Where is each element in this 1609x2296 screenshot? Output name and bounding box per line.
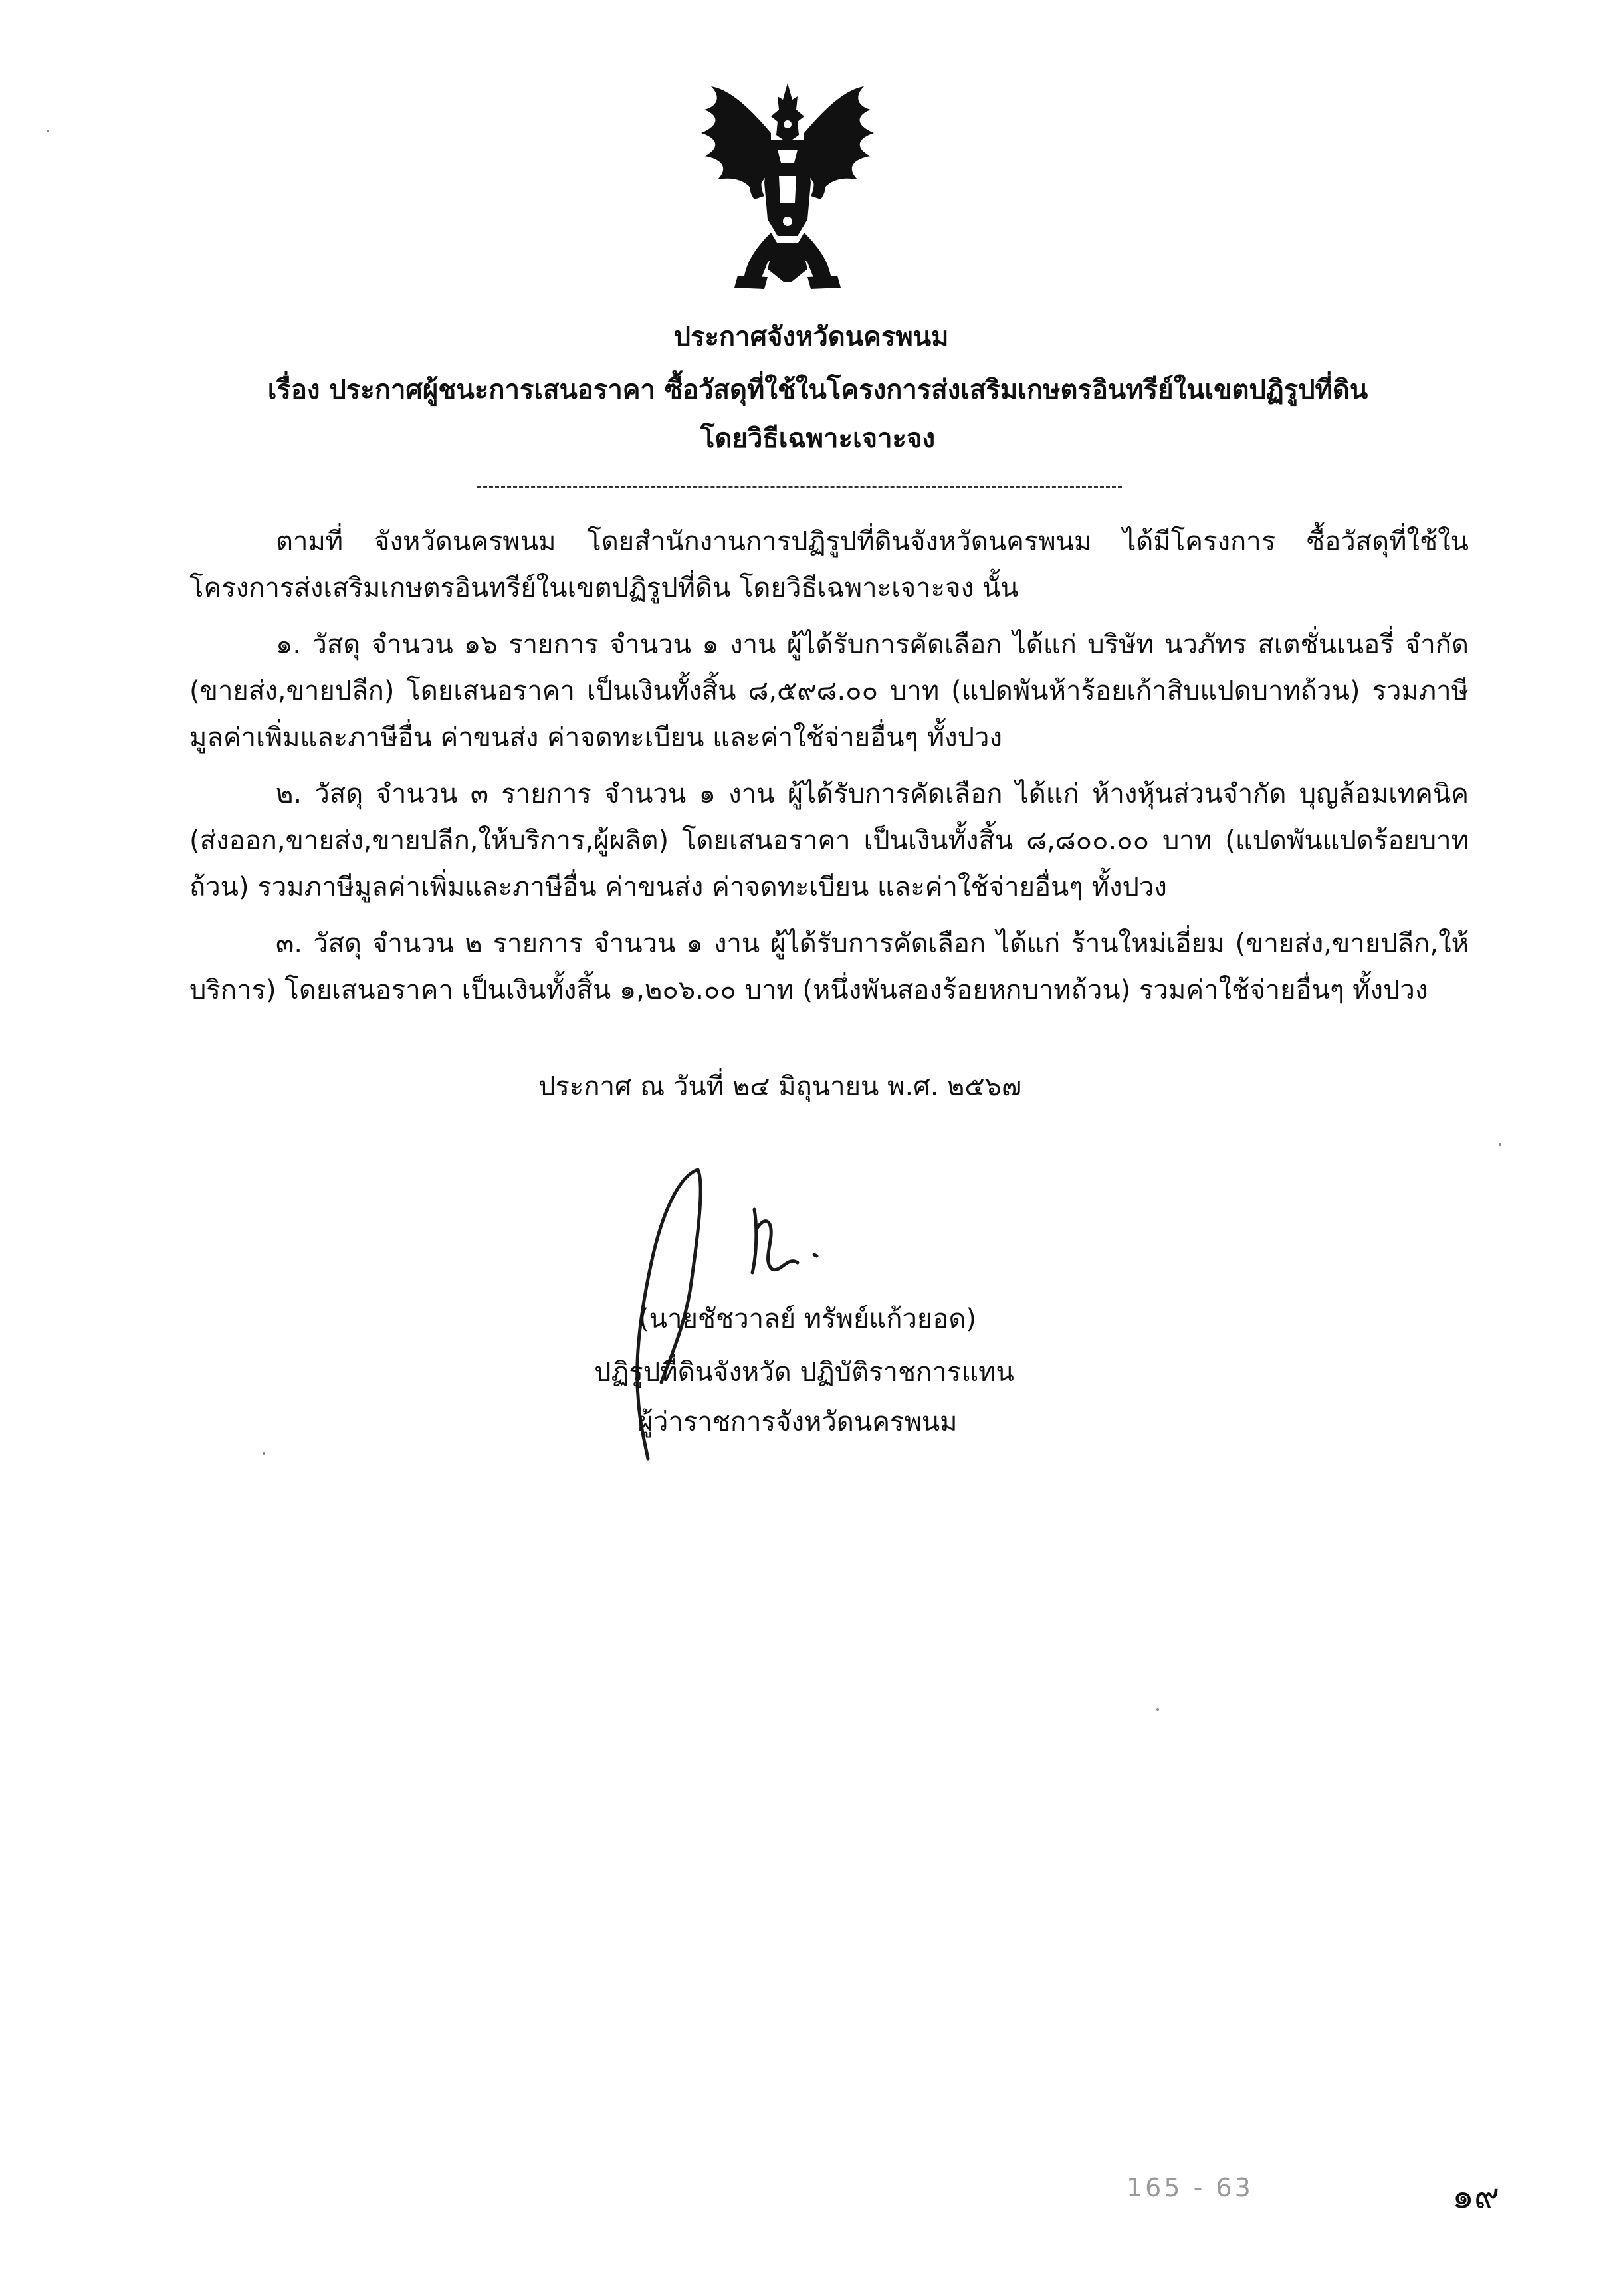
page-number: ๑๙ xyxy=(1452,2176,1500,2216)
award-item-2: ๒. วัสดุ จำนวน ๓ รายการ จำนวน ๑ งาน ผู้ได้รับการคัดเลือก ได้แก่ ห้างหุ้นส่วนจำกัด บุญล้อมเทคนิค (ส่งออก,ขายส่ง,ขายปลีก,ให้บริการ,ผู้ผลิต) โดยเสนอราคา เป็นเงินทั้งสิ้น ๘,๘๐๐.๐๐ บาท (แปดพันแปดร้อยบาทถ้วน) รวมภาษีมูลค่าเพิ่มและภาษีอื่น ค่าขนส่ง ค่าจดทะเบียน และค่าใช้จ่ายอื่นๆ ทั้งปวง xyxy=(189,779,1469,902)
signatory-position-2: ผู้ว่าราชการจังหวัดนครพนม xyxy=(637,1407,958,1437)
intro-paragraph: ตามที่ จังหวัดนครพนม โดยสำนักงานการปฏิรูปที่ดินจังหวัดนครพนม ได้มีโครงการ ซื้อวัสดุที่ใช้ในโครงการส่งเสริมเกษตรอินทรีย์ในเขตปฏิรูปที่ดิน โดยวิธีเฉพาะเจาะจง นั้น xyxy=(189,526,1469,603)
award-item-1: ๑. วัสดุ จำนวน ๑๖ รายการ จำนวน ๑ งาน ผู้ได้รับการคัดเลือก ได้แก่ บริษัท นวภัทร สเตชั่นเนอรี่ จำกัด (ขายส่ง,ขายปลีก) โดยเสนอราคา เป็นเงินทั้งสิ้น ๘,๕๙๘.๐๐ บาท (แปดพันห้าร้อยเก้าสิบแปดบาทถ้วน) รวมภาษีมูลค่าเพิ่มและภาษีอื่น ค่าขนส่ง ค่าจดทะเบียน และค่าใช้จ่ายอื่นๆ ทั้งปวง xyxy=(189,629,1469,753)
header-divider xyxy=(477,486,1122,488)
signatory-position-1: ปฏิรูปที่ดินจังหวัด ปฏิบัติราชการแทน xyxy=(594,1357,1014,1388)
announcement-title: ประกาศจังหวัดนครพนม xyxy=(673,322,949,352)
signatory-name: (นายชัชวาลย์ ทรัพย์แก้วยอด) xyxy=(639,1304,976,1334)
scan-speck xyxy=(263,1452,265,1455)
garuda-emblem-icon xyxy=(691,70,884,296)
pencil-note: 165 - 63 xyxy=(1126,2173,1253,2202)
announcement-method: โดยวิธีเฉพาะเจาะจง xyxy=(700,423,936,454)
scan-speck xyxy=(1156,1708,1159,1711)
announcement-date: ประกาศ ณ วันที่ ๒๔ มิถุนายน พ.ศ. ๒๕๖๗ xyxy=(538,1071,1022,1102)
scan-speck xyxy=(1499,1143,1501,1146)
announcement-subject: เรื่อง ประกาศผู้ชนะการเสนอราคา ซื้อวัสดุที่ใช้ในโครงการส่งเสริมเกษตรอินทรีย์ในเขตปฏิรูปที่ดิน xyxy=(267,375,1368,405)
award-item-3: ๓. วัสดุ จำนวน ๒ รายการ จำนวน ๑ งาน ผู้ได้รับการคัดเลือก ได้แก่ ร้านใหม่เอี่ยม (ขายส่ง,ขายปลีก,ให้บริการ) โดยเสนอราคา เป็นเงินทั้งสิ้น ๑,๒๐๖.๐๐ บาท (หนึ่งพันสองร้อยหกบาทถ้วน) รวมค่าใช้จ่ายอื่นๆ ทั้งปวง xyxy=(189,928,1469,1005)
scan-speck xyxy=(47,130,49,132)
